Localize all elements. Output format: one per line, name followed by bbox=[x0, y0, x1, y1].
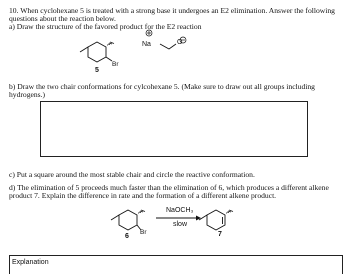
part-d-prompt-line2: product 7. Explain the difference in rate and the formation of a different alkene product. bbox=[9, 191, 277, 200]
cyclohexane-ring-6 bbox=[119, 210, 137, 230]
question-intro-line2: questions about the reaction below. bbox=[9, 14, 116, 23]
compound-label-7: 7 bbox=[218, 231, 222, 238]
hashed-wedge-methyl-6 bbox=[138, 210, 145, 213]
compound-label-6: 6 bbox=[125, 233, 129, 240]
methyl-bond-left-6 bbox=[111, 215, 119, 220]
methoxide-oxygen: O bbox=[177, 39, 183, 46]
part-d-prompt-line1: d) The elimination of 5 proceeds much faster than the elimination of 6, which produces a different alkene bbox=[9, 183, 329, 192]
part-c-prompt: c) Put a square around the most stable chair and circle the reactive conformation. bbox=[9, 170, 255, 179]
part-b-prompt-line2: hydrogens.) bbox=[9, 90, 46, 99]
part-b-prompt-line1: b) Draw the two chair conformations for cylcohexane 5. (Make sure to draw out all groups including bbox=[9, 82, 315, 91]
question-intro-line1: 10. When cyclohexane 5 is treated with a strong base it undergoes an E2 elimination. Answer the following bbox=[9, 6, 335, 15]
part-a-prompt: a) Draw the structure of the favored product for the E2 reaction bbox=[9, 22, 202, 31]
hashed-wedge-methyl-7 bbox=[226, 210, 233, 213]
compound-label-5: 5 bbox=[95, 67, 99, 74]
explanation-label: Explanation bbox=[12, 259, 49, 266]
condition-label: slow bbox=[173, 221, 188, 228]
leaving-group-br-a: Br bbox=[112, 61, 119, 68]
leaving-group-br-d: Br bbox=[140, 229, 147, 236]
explanation-answer-box[interactable] bbox=[9, 255, 343, 274]
sodium-cation: Na bbox=[142, 41, 151, 48]
methyl-bond-left-7 bbox=[199, 215, 207, 220]
reaction-arrowhead bbox=[196, 216, 201, 221]
reagent-label: NaOCH₃ bbox=[166, 207, 194, 214]
